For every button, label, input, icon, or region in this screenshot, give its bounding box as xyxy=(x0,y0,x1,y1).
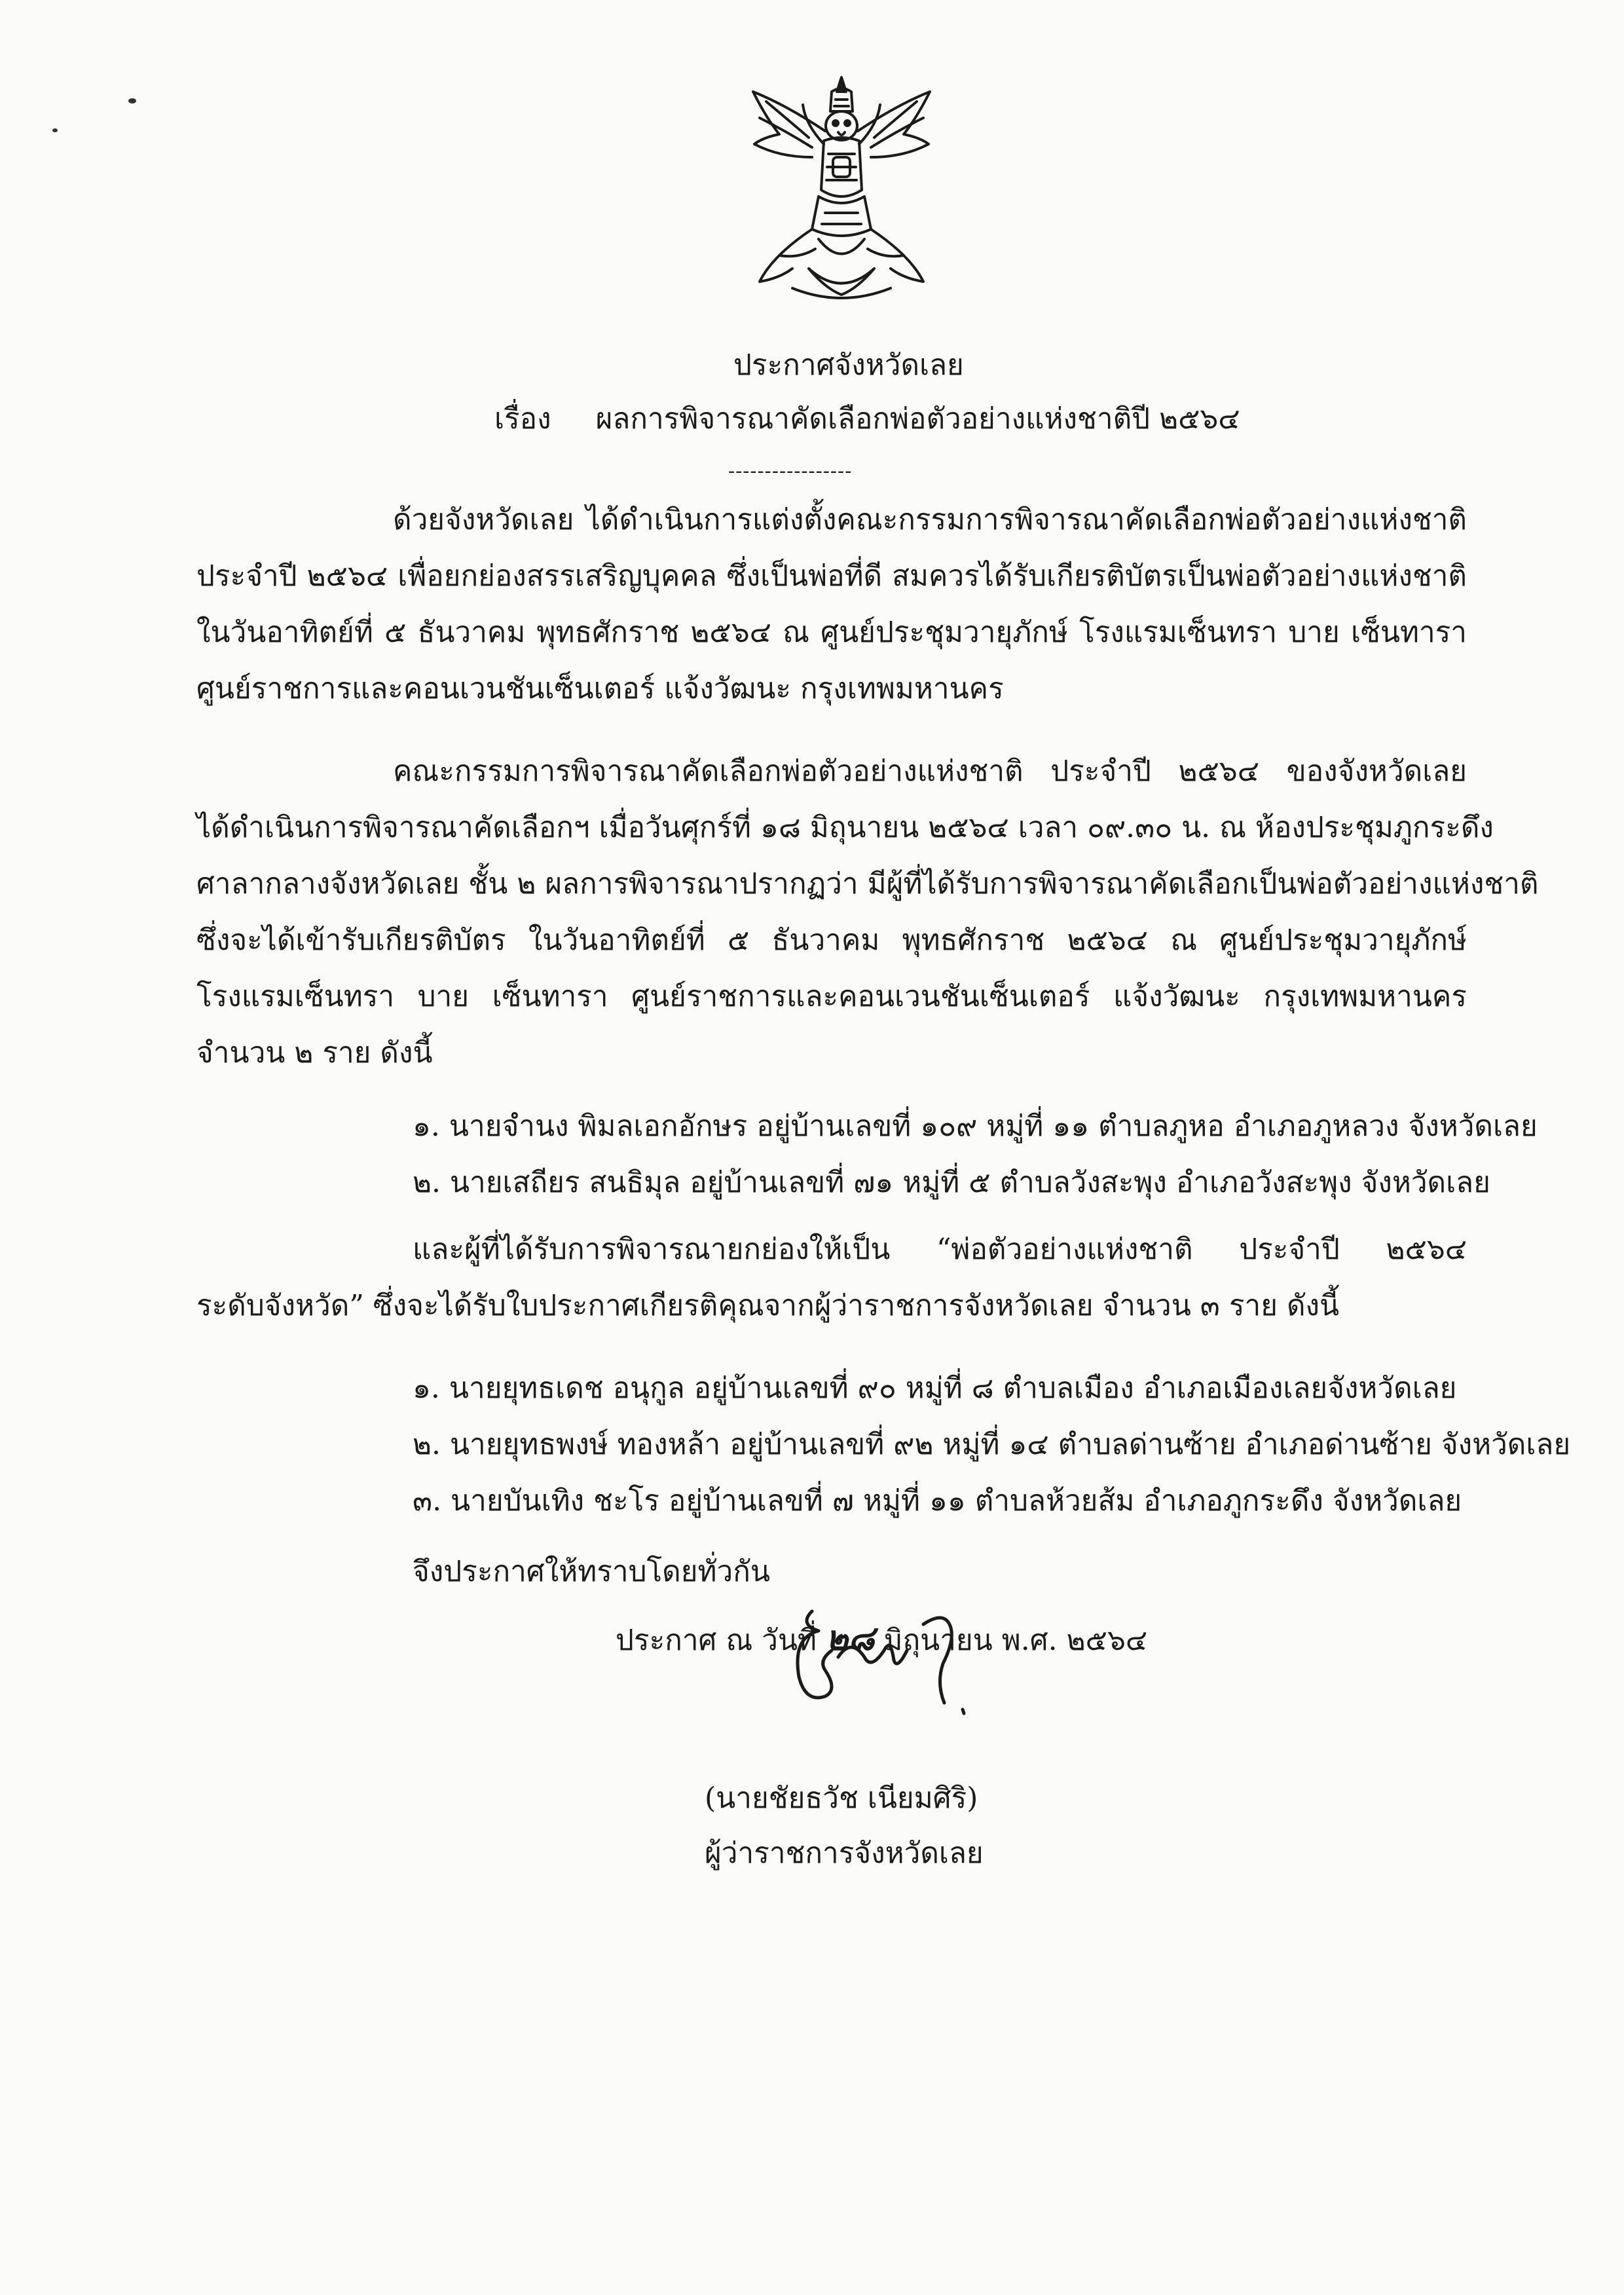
signatory-position: ผู้ว่าราชการจังหวัดเลย xyxy=(705,1837,984,1870)
paragraph-2-line: คณะกรรมการพิจารณาคัดเลือกพ่อตัวอย่างแห่งชาติ ประจำปี ๒๕๖๔ ของจังหวัดเลย xyxy=(393,755,1467,788)
subject-label: เรื่อง xyxy=(494,402,551,436)
handwritten-signature-icon xyxy=(773,1598,995,1736)
signatory-name: (นายชัยธวัช เนียมศิริ) xyxy=(705,1782,978,1815)
paragraph-1-line: ประจำปี ๒๕๖๔ เพื่อยกย่องสรรเสริญบุคคล ซึ่งเป็นพ่อที่ดี สมควรได้รับเกียรติบัตรเป็นพ่อตัวอย่างแห่งชาติ xyxy=(196,559,1467,593)
date-suffix: มิถุนายน พ.ศ. ๒๕๖๔ xyxy=(883,1624,1148,1657)
provincial-list-item: ๑. นายยุทธเดช อนุกูล อยู่บ้านเลขที่ ๙๐ หมู่ที่ ๘ ตำบลเมือง อำเภอเมืองเลยจังหวัดเลย xyxy=(413,1371,1457,1405)
paragraph-1-line: ในวันอาทิตย์ที่ ๕ ธันวาคม พุทธศักราช ๒๕๖๔ ณ ศูนย์ประชุมวายุภักษ์ โรงแรมเซ็นทรา บาย เซ็นทารา xyxy=(196,616,1467,649)
paragraph-2-line: ซึ่งจะได้เข้ารับเกียรติบัตร ในวันอาทิตย์ที่ ๕ ธันวาคม พุทธศักราช ๒๕๖๔ ณ ศูนย์ประชุมวายุภักษ์ xyxy=(196,924,1467,957)
national-list-item: ๑. นายจำนง พิมลเอกอักษร อยู่บ้านเลขที่ ๑๐๙ หมู่ที่ ๑๑ ตำบลภูหอ อำเภอภูหลวง จังหวัดเลย xyxy=(413,1110,1538,1143)
paragraph-3-line: และผู้ที่ได้รับการพิจารณายกย่องให้เป็น “พ่อตัวอย่างแห่งชาติ ประจำปี ๒๕๖๔ xyxy=(413,1233,1467,1266)
scan-speck xyxy=(128,98,136,103)
scan-speck xyxy=(52,128,58,132)
date-prefix: ประกาศ ณ วันที่ xyxy=(616,1624,817,1657)
heading-separator: ----------------- xyxy=(728,460,853,483)
national-list-item: ๒. นายเสถียร สนธิมุล อยู่บ้านเลขที่ ๗๑ หมู่ที่ ๕ ตำบลวังสะพุง อำเภอวังสะพุง จังหวัดเลย xyxy=(413,1166,1490,1199)
paragraph-2-line: โรงแรมเซ็นทรา บาย เซ็นทารา ศูนย์ราชการและคอนเวนชันเซ็นเตอร์ แจ้งวัฒนะ กรุงเทพมหานคร xyxy=(196,980,1467,1013)
closing-statement: จึงประกาศให้ทราบโดยทั่วกัน xyxy=(413,1555,770,1588)
paragraph-2-line: ศาลากลางจังหวัดเลย ชั้น ๒ ผลการพิจารณาปรากฏว่า มีผู้ที่ได้รับการพิจารณาคัดเลือกเป็นพ่อตัวอย่างแห่งชาติ xyxy=(196,867,1539,901)
paragraph-1-line: ด้วยจังหวัดเลย ได้ดำเนินการแต่งตั้งคณะกรรมการพิจารณาคัดเลือกพ่อตัวอย่างแห่งชาติ xyxy=(393,503,1467,536)
garuda-emblem-icon xyxy=(740,72,943,308)
announcement-title: ประกาศจังหวัดเลย xyxy=(733,348,964,382)
paragraph-2-line: จำนวน ๒ ราย ดังนี้ xyxy=(196,1036,433,1070)
paragraph-2-line: ได้ดำเนินการพิจารณาคัดเลือกฯ เมื่อวันศุกร์ที่ ๑๘ มิถุนายน ๒๕๖๔ เวลา ๐๙.๓๐ น. ณ ห้องประชุมภูกระดึง xyxy=(196,811,1494,844)
provincial-list-item: ๓. นายบันเทิง ชะโร อยู่บ้านเลขที่ ๗ หมู่ที่ ๑๑ ตำบลห้วยส้ม อำเภอภูกระดึง จังหวัดเลย xyxy=(413,1484,1462,1518)
subject-line xyxy=(494,400,1240,439)
provincial-list-item: ๒. นายยุทธพงษ์ ทองหล้า อยู่บ้านเลขที่ ๙๒ หมู่ที่ ๑๔ ตำบลด่านซ้าย อำเภอด่านซ้าย จังหวัดเลย xyxy=(413,1428,1571,1461)
paragraph-3-line: ระดับจังหวัด” ซึ่งจะได้รับใบประกาศเกียรติคุณจากผู้ว่าราชการจังหวัดเลย จำนวน ๓ ราย ดังนี้ xyxy=(196,1289,1340,1322)
subject-text: ผลการพิจารณาคัดเลือกพ่อตัวอย่างแห่งชาติปี ๒๕๖๔ xyxy=(595,402,1240,436)
paragraph-1-line: ศูนย์ราชการและคอนเวนชันเซ็นเตอร์ แจ้งวัฒนะ กรุงเทพมหานคร xyxy=(196,672,1004,705)
date-day-handwritten: ๒๘ xyxy=(826,1619,875,1658)
